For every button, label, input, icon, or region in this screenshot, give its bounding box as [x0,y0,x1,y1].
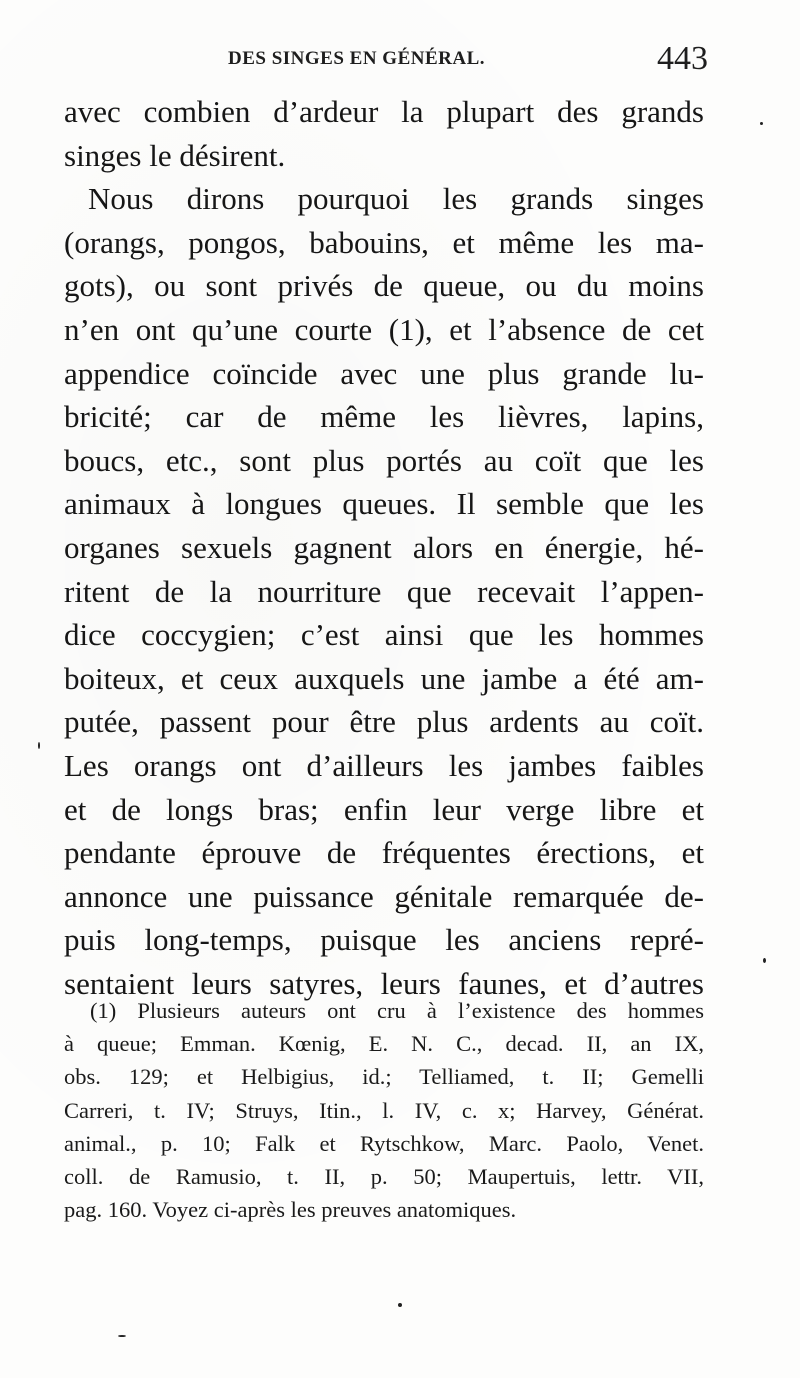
text-line: gots), ou sont privés de queue, ou du moins [64,268,704,304]
text-line: Les orangs ont d’ailleurs les jambes faibles [64,747,704,783]
ink-speck [118,1335,126,1337]
text-line: singes le désirent. [64,137,286,173]
text-line: dice coccygien; c’est ainsi que les hommes [64,617,704,653]
text-line: animaux à longues queues. Il semble que les [64,486,704,522]
text-line: putée, passent pour être plus ardents au coït. [64,704,704,740]
ink-speck [398,1303,402,1307]
footnote-line: obs. 129; et Helbigius, id.; Telliamed, t. II; Gemelli [64,1064,704,1090]
footnote-line: Carreri, t. IV; Struys, Itin., l. IV, c. x; Harvey, Générat. [64,1097,704,1123]
text-line: (orangs, pongos, babouins, et même les ma- [64,224,704,260]
text-line: Nous dirons pourquoi les grands singes [88,181,704,217]
text-line: et de longs bras; enfin leur verge libre et [64,791,704,827]
text-line: bricité; car de même les lièvres, lapins, [64,399,704,435]
text-line: puis long-temps, puisque les anciens repré- [64,922,704,958]
text-line: appendice coïncide avec une plus grande lu- [64,355,704,391]
footnote-line: animal., p. 10; Falk et Rytschkow, Marc. Paolo, Venet. [64,1130,704,1156]
running-title: DES SINGES EN GÉNÉRAL. [228,48,486,69]
footnote-line: à queue; Emman. Kœnig, E. N. C., decad. II, an IX, [64,1031,704,1057]
ink-speck [760,122,763,125]
text-line: sentaient leurs satyres, leurs faunes, et d’autres [64,965,704,1001]
body-text [64,90,704,1005]
text-line: pendante éprouve de fréquentes érections, et [64,835,704,871]
footnote-line: (1) Plusieurs auteurs ont cru à l’existence des hommes [90,998,704,1023]
text-line: ritent de la nourriture que recevait l’appen- [64,573,704,609]
ink-speck [763,958,766,963]
text-line: annonce une puissance génitale remarquée de- [64,878,704,914]
footnote-line: coll. de Ramusio, t. II, p. 50; Maupertuis, lettr. VII, [64,1163,704,1189]
footnote [64,994,704,1226]
text-line: boucs, etc., sont plus portés au coït que les [64,442,704,478]
text-line: organes sexuels gagnent alors en énergie, hé- [64,529,704,565]
page-number: 443 [657,40,708,77]
footnote-line: pag. 160. Voyez ci-après les preuves anatomiques. [64,1197,517,1223]
text-line: boiteux, et ceux auxquels une jambe a été am- [64,660,704,696]
text-line: avec combien d’ardeur la plupart des grands [64,94,704,129]
text-line: n’en ont qu’une courte (1), et l’absence de cet [64,311,704,347]
page-header [228,40,708,80]
ink-speck [38,742,40,749]
